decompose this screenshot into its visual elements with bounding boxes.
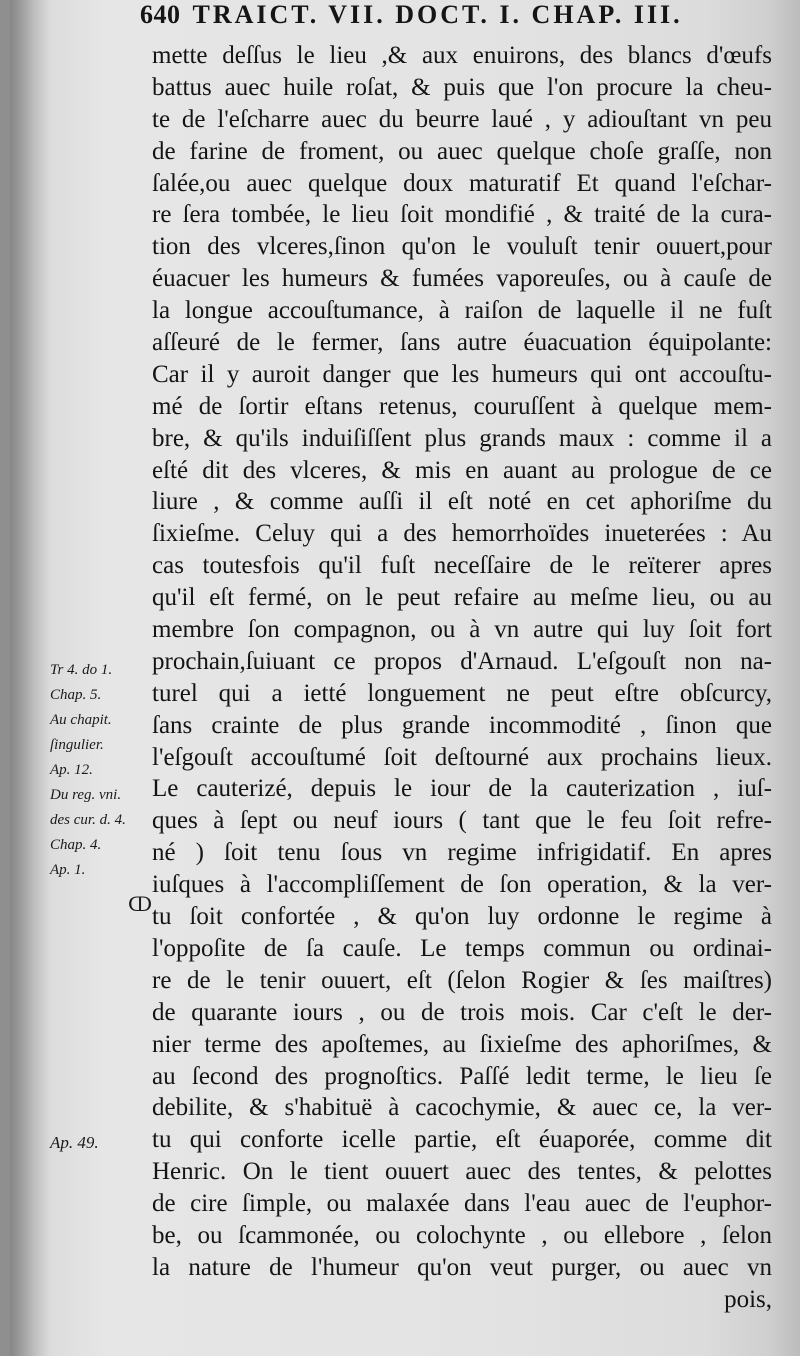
margin-note: Ap. 12. xyxy=(50,762,93,778)
margin-note: Tr 4. do 1. xyxy=(50,662,113,678)
body-text xyxy=(152,40,772,1316)
text-line: ſalée,ou auec quelque doux maturatif Et quand l'eſchar- xyxy=(152,169,772,197)
text-line: l'eſgouſt accouſtumé ſoit deſtourné aux prochains lieux. xyxy=(152,743,772,771)
text-line: ſixieſme. Celuy qui a des hemorrhoïdes inueterées : Au xyxy=(152,520,772,548)
text-line: battus auec huile roſat, & puis que l'on procure la cheu- xyxy=(152,73,772,101)
margin-note: Du reg. vni. xyxy=(50,787,122,803)
text-line: re ſera tombée, le lieu ſoit mondifié , & traité de la cura- xyxy=(152,201,772,229)
text-line: tion des vlceres,ſinon qu'on le vouluſt tenir ouuert,pour xyxy=(152,233,772,261)
marginal-symbol: ↀ xyxy=(128,892,153,916)
text-line: de cire ſimple, ou malaxée dans l'eau auec de l'euphor- xyxy=(152,1190,772,1218)
margin-note: Chap. 4. xyxy=(50,837,102,853)
margin-note: ſingulier. xyxy=(50,737,104,753)
text-line: Henric. On le tient ouuert auec des tentes, & pelottes xyxy=(152,1158,772,1186)
text-line: nier terme des apoſtemes, au ſixieſme des aphoriſmes, & xyxy=(152,1030,772,1058)
text-line: ques à ſept ou neuf iours ( tant que le feu ſoit refre- xyxy=(152,807,772,835)
text-line: Car il y auroit danger que les humeurs qui ont accouſtu- xyxy=(152,360,772,388)
running-title: TRAICT. VII. DOCT. I. CHAP. III. xyxy=(192,0,683,29)
text-line: tu ſoit confortée , & qu'on luy ordonne le regime à xyxy=(152,903,772,931)
book-page xyxy=(10,0,800,1356)
text-line: te de l'eſcharre auec du beurre laué , y adiouſtant vn peu xyxy=(152,105,772,133)
margin-note: Au chapit. xyxy=(50,712,112,728)
margin-note: Ap. 1. xyxy=(50,862,86,878)
page-number: 640 xyxy=(140,0,181,29)
text-line: qu'il eſt fermé, on le peut refaire au meſme lieu, ou au xyxy=(152,584,772,612)
catchword: pois, xyxy=(724,1285,772,1313)
text-line: prochain,ſuiuant ce propos d'Arnaud. L'eſgouſt non na- xyxy=(152,647,772,675)
text-line: turel qui a ietté longuement ne peut eſtre obſcurcy, xyxy=(152,679,772,707)
text-line: la longue accouſtumance, à raiſon de laquelle il ne fuſt xyxy=(152,297,772,325)
text-line: re de le tenir ouuert, eſt (ſelon Rogier & ſes maiſtres) xyxy=(152,966,772,994)
text-line: debilite, & s'habituë à cacochymie, & auec ce, la ver- xyxy=(152,1094,772,1122)
text-line: membre ſon compagnon, ou à vn autre qui luy ſoit fort xyxy=(152,616,772,644)
text-line: liure , & comme auſſi il eſt noté en cet aphoriſme du xyxy=(152,488,772,516)
margin-note: Chap. 5. xyxy=(50,687,102,703)
text-line: tu qui conforte icelle partie, eſt éuaporée, comme dit xyxy=(152,1126,772,1154)
text-line: cas toutesfois qu'il fuſt neceſſaire de le reïterer apres xyxy=(152,552,772,580)
text-line: aſſeuré de le fermer, ſans autre éuacuation équipolante: xyxy=(152,329,772,357)
text-line: Le cauterizé, depuis le iour de la cauterization , iuſ- xyxy=(152,775,772,803)
text-line: eſté dit des vlceres, & mis en auant au prologue de ce xyxy=(152,456,772,484)
text-line: ſans crainte de plus grande incommodité , ſinon que xyxy=(152,711,772,739)
text-line: mé de ſortir eſtans retenus, couruſſent à quelque mem- xyxy=(152,392,772,420)
text-line: au ſecond des prognoſtics. Paſſé ledit terme, le lieu ſe xyxy=(152,1062,772,1090)
text-line: be, ou ſcammonée, ou colochynte , ou ellebore , ſelon xyxy=(152,1221,772,1249)
text-line: iuſques à l'accompliſſement de ſon operation, & la ver- xyxy=(152,871,772,899)
text-line: mette deſſus le lieu ,& aux enuirons, des blancs d'œufs xyxy=(152,42,772,69)
text-line: l'oppoſite de ſa cauſe. Le temps commun ou ordinai- xyxy=(152,934,772,962)
running-head xyxy=(140,0,780,32)
text-line: de quarante iours , ou de trois mois. Car c'eſt le der- xyxy=(152,998,772,1026)
text-line: éuacuer les humeurs & fumées vaporeuſes, ou à cauſe de xyxy=(152,265,772,293)
margin-note: des cur. d. 4. xyxy=(50,812,126,828)
text-line: de farine de froment, ou auec quelque choſe graſſe, non xyxy=(152,137,772,165)
text-line: bre, & qu'ils induiſiſſent plus grands maux : comme il a xyxy=(152,424,772,452)
gutter-shadow xyxy=(10,0,50,1356)
text-line: la nature de l'humeur qu'on veut purger, ou auec vn xyxy=(152,1253,772,1281)
text-line: né ) ſoit tenu ſous vn regime infrigidatif. En apres xyxy=(152,839,772,867)
margin-note: Ap. 49. xyxy=(50,1133,99,1152)
